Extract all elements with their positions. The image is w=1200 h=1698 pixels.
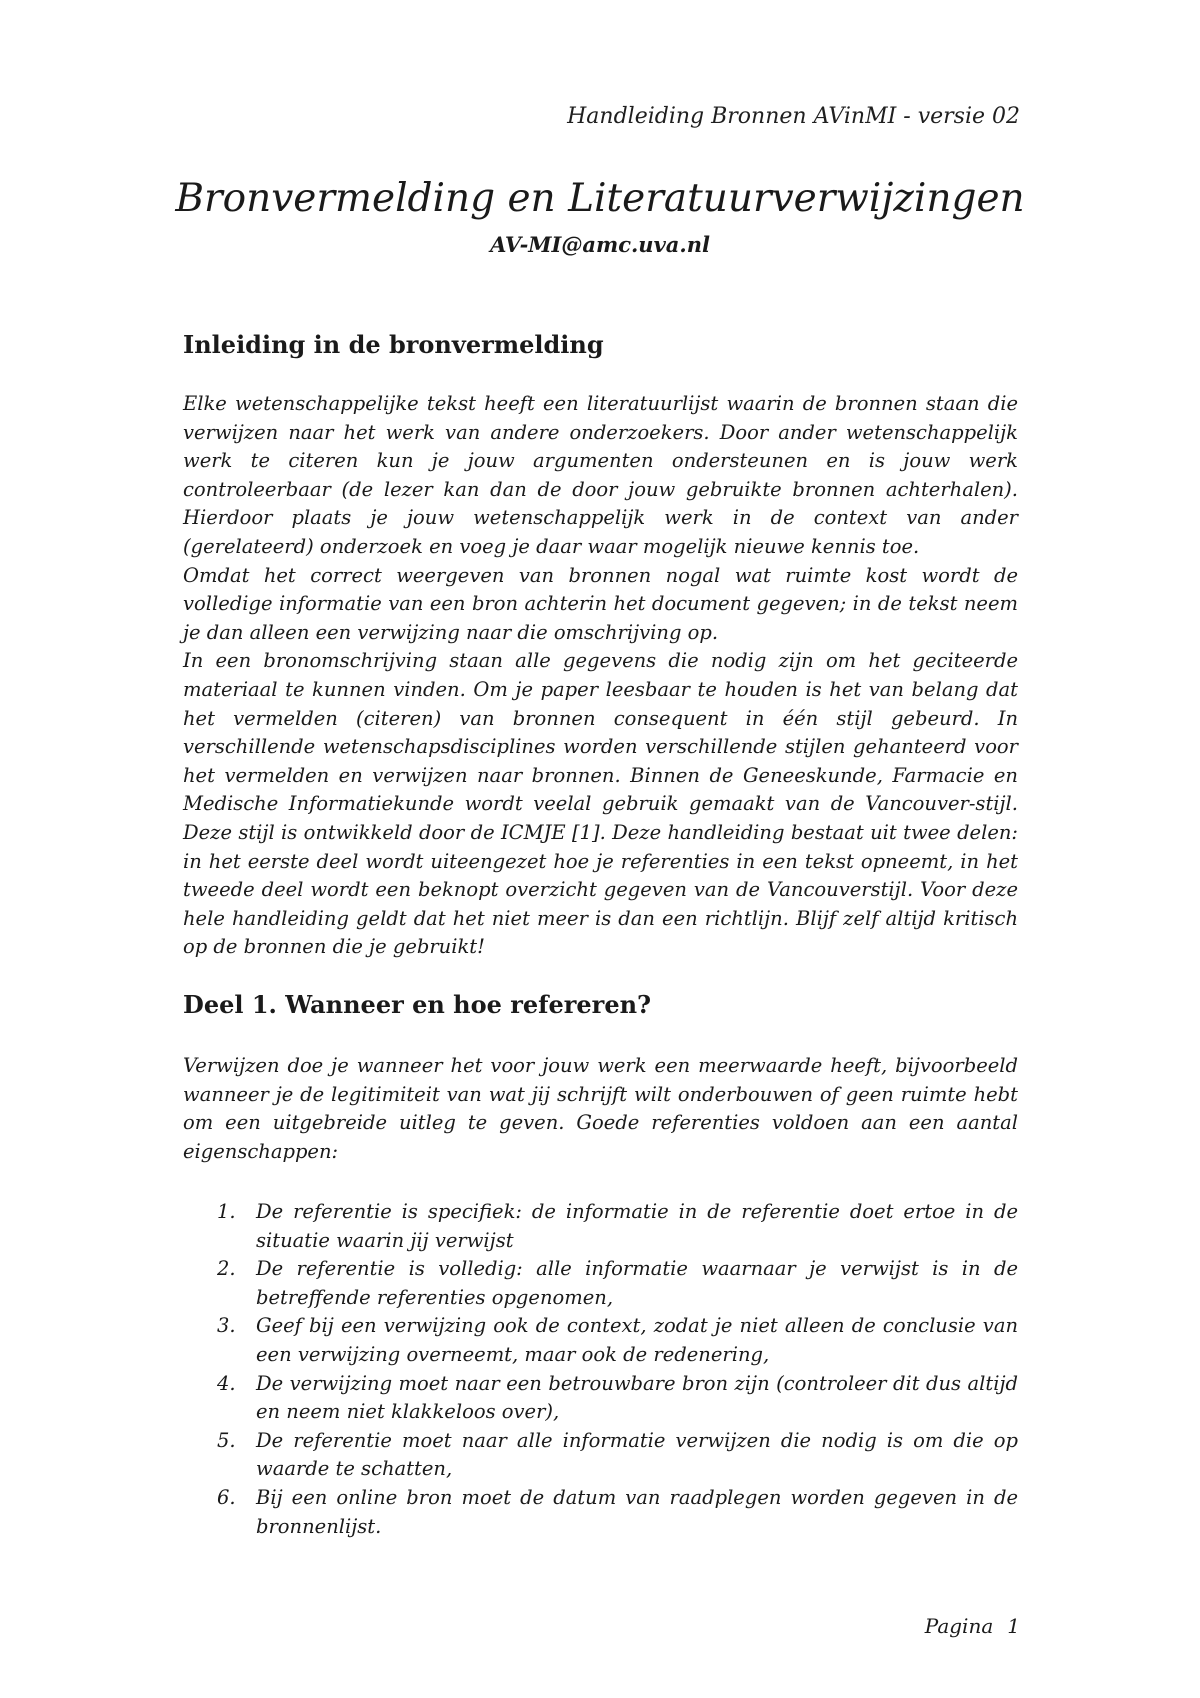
list-item-text: Bij een online bron moet de datum van raadplegen worden gegeven in de bronnenlijst.	[256, 1485, 1018, 1538]
section-heading-intro: Inleiding in de bronvermelding	[183, 330, 604, 359]
part1-paragraph: Verwijzen doe je wanneer het voor jouw werk een meerwaarde heeft, bijvoorbeeld wanneer je de legitimiteit van wat jij schrijft wilt onderbouwen of geen ruimte hebt om een uitgebreide uitleg te geven. Goede referenties voldoen aan een aantal eigenschappen:	[183, 1054, 1018, 1163]
document-title: Bronvermelding en Literatuurverwijzingen	[175, 176, 1025, 221]
list-item-number: 4.	[217, 1371, 236, 1395]
list-item	[183, 1370, 1018, 1427]
intro-paragraph: Elke wetenschappelijke tekst heeft een literatuurlijst waarin de bronnen staan die verwijzen naar het werk van andere onderzoekers. Door ander wetenschappelijk werk te citeren kun je jouw argumenten ondersteunen en is jouw werk controleerbaar (de lezer kan dan de door jouw gebruikte bronnen achterhalen). Hierdoor plaats je jouw wetenschappelijk werk in de context van ander (gerelateerd) onderzoek en voeg je daar waar mogelijk nieuwe kennis toe.	[183, 392, 1018, 558]
contact-email: AV-MI@amc.uva.nl	[490, 232, 710, 257]
list-item-number: 1.	[217, 1200, 236, 1223]
list-item-number: 3.	[217, 1314, 236, 1338]
intro-paragraph: In een bronomschrijving staan alle gegevens die nodig zijn om het geciteerde materiaal te kunnen vinden. Om je paper leesbaar te houden is het van belang dat het vermelden (citeren) van bronnen consequent in één stijl gebeurd. In verschillende wetenschapsdisciplines worden verschillende stijlen gehanteerd voor het vermelden en verwijzen naar bronnen. Binnen de Geneeskunde, Farmacie en Medische Informatiekunde wordt veelal gebruik gemaakt van de Vancouver-stijl. Deze stijl is ontwikkeld door de ICMJE [1]. Deze handleiding bestaat uit twee delen: in het eerste deel wordt uiteengezet hoe je referenties in een tekst opneemt, in het tweede deel wordt een beknopt overzicht gegeven van de Vancouverstijl. Voor deze hele handleiding geldt dat het niet meer is dan een richtlijn. Blijf zelf altijd kritisch op de bronnen die je gebruikt!	[183, 649, 1018, 959]
list-item-number: 5.	[217, 1428, 236, 1452]
list-item-number: 6.	[217, 1485, 236, 1509]
list-item	[183, 1312, 1018, 1369]
list-item	[183, 1255, 1018, 1312]
page-number: 1	[1007, 1614, 1020, 1638]
list-item-text: De verwijzing moet naar een betrouwbare bron zijn (controleer dit dus altijd en neem niet klakkeloos over),	[256, 1371, 1018, 1424]
running-header: Handleiding Bronnen AVinMI - versie 02	[567, 104, 1020, 129]
page-label: Pagina	[924, 1614, 994, 1638]
list-item	[183, 1484, 1018, 1541]
list-item-text: De referentie moet naar alle informatie verwijzen die nodig is om die op waarde te schatten,	[256, 1428, 1018, 1481]
list-item-text: De referentie is volledig: alle informatie waarnaar je verwijst is in de betreffende referenties opgenomen,	[256, 1257, 1018, 1309]
list-item-text: Geef bij een verwijzing ook de context, zodat je niet alleen de conclusie van een verwijzing overneemt, maar ook de redenering,	[256, 1314, 1018, 1366]
page-footer	[925, 1614, 1020, 1638]
list-item-text: De referentie is specifiek: de informatie in de referentie doet ertoe in de situatie waarin jij verwijst	[256, 1200, 1018, 1252]
list-item	[183, 1427, 1018, 1484]
section-heading-part1: Deel 1. Wanneer en hoe refereren?	[183, 990, 652, 1019]
intro-body	[183, 390, 1018, 962]
reference-properties-list	[183, 1198, 1018, 1541]
list-item	[183, 1198, 1018, 1255]
intro-paragraph: Omdat het correct weergeven van bronnen nogal wat ruimte kost wordt de volledige informatie van een bron achterin het document gegeven; in de tekst neem je dan alleen een verwijzing naar die omschrijving op.	[183, 563, 1018, 644]
part1-body	[183, 1052, 1018, 1166]
list-item-number: 2.	[217, 1257, 236, 1281]
